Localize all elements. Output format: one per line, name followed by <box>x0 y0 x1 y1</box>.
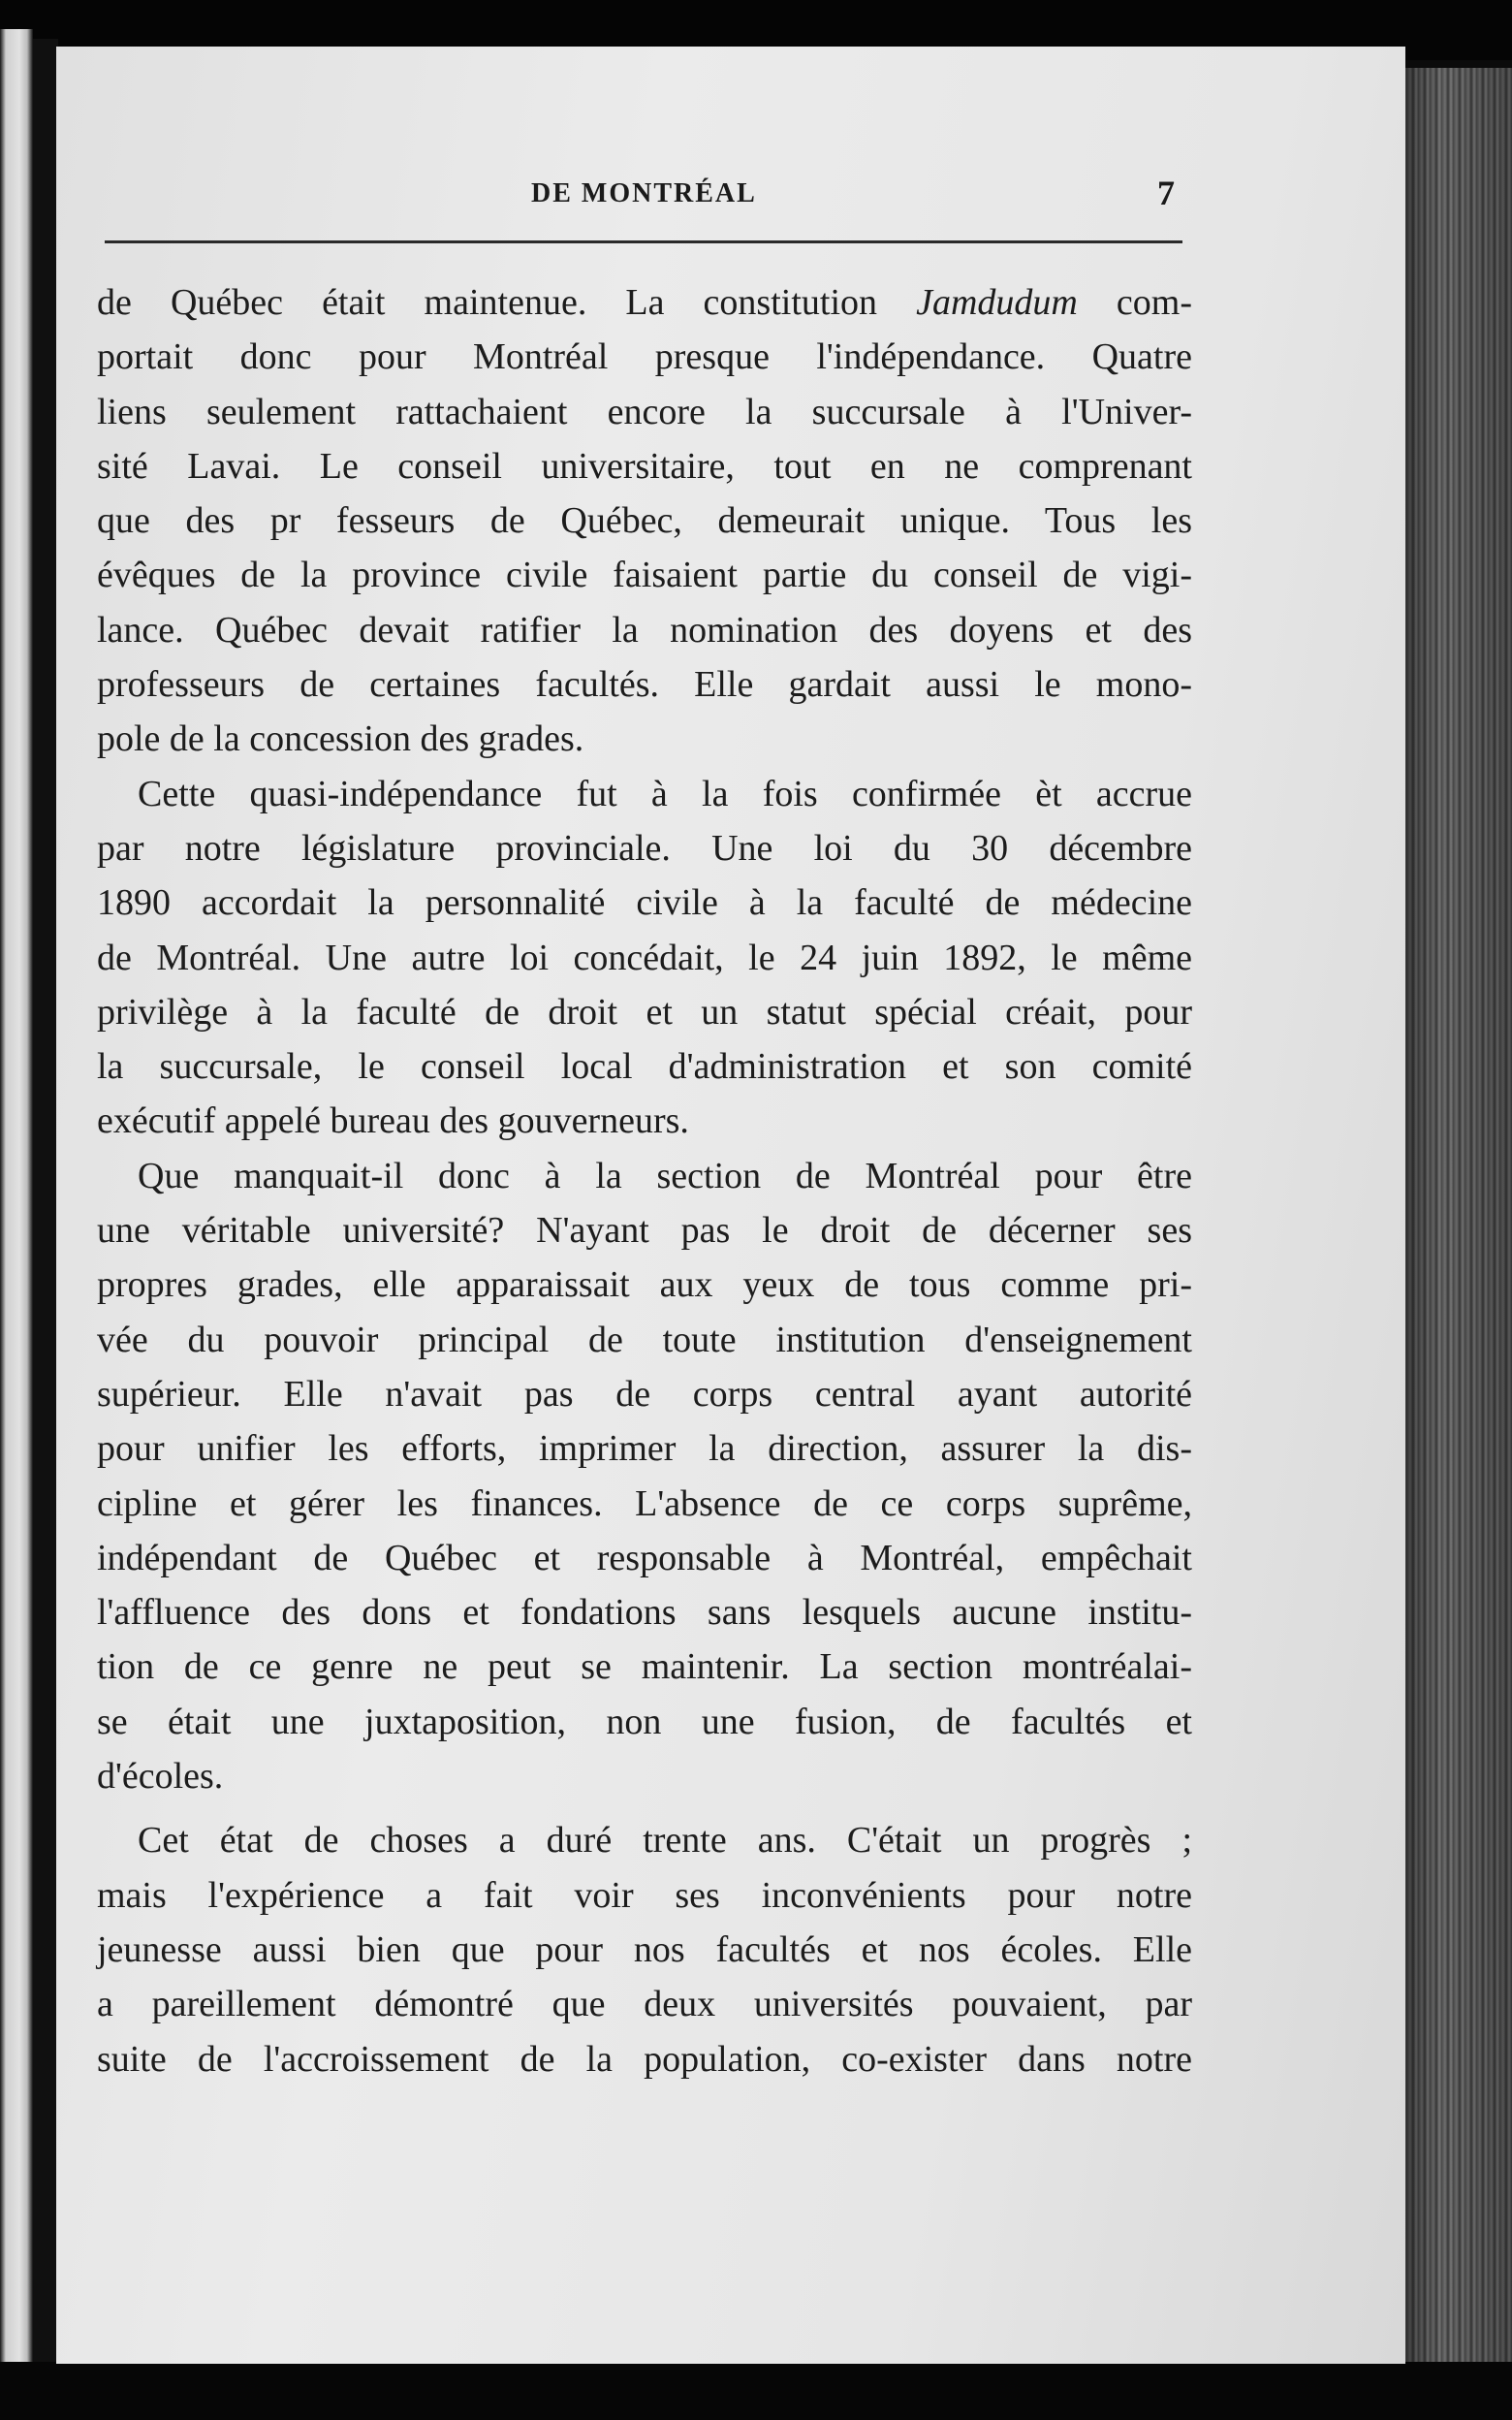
text-line: sité Lavai. Le conseil universitaire, tout en ne comprenant <box>97 445 1192 487</box>
text-line: se était une juxtaposition, non une fusion, de facultés et <box>97 1701 1192 1742</box>
header-rule <box>105 240 1182 243</box>
text-line: tion de ce genre ne peut se maintenir. La section montréalai- <box>97 1646 1192 1688</box>
text-line: supérieur. Elle n'avait pas de corps central ayant autorité <box>97 1373 1192 1415</box>
bottom-dark-border <box>0 2362 1512 2420</box>
text-line: exécutif appelé bureau des gouverneurs. <box>97 1100 689 1142</box>
text-line: Que manquait-il donc à la section de Montréal pour être <box>138 1155 1192 1196</box>
running-head: DE MONTRÉAL <box>531 178 757 208</box>
paragraph-gap <box>97 1803 1192 1813</box>
text-line: indépendant de Québec et responsable à Montréal, empêchait <box>97 1537 1192 1578</box>
text-line: Cet état de choses a duré trente ans. C'était un progrès ; <box>138 1820 1192 1862</box>
text-line: Cette quasi-indépendance fut à la fois confirmée èt accrue <box>138 773 1192 814</box>
text-line: vée du pouvoir principal de toute institution d'enseignement <box>97 1319 1192 1360</box>
text-line: par notre législature provinciale. Une loi du 30 décembre <box>97 827 1192 869</box>
text-line: l'affluence des dons et fondations sans lesquels aucune institu- <box>97 1592 1192 1634</box>
text-line: jeunesse aussi bien que pour nos facultés et nos écoles. Elle <box>97 1928 1192 1970</box>
text-line: lance. Québec devait ratifier la nomination des doyens et des <box>97 609 1192 651</box>
text-line: pour unifier les efforts, imprimer la direction, assurer la dis- <box>97 1428 1192 1470</box>
text-line: professeurs de certaines facultés. Elle gardait aussi le mono- <box>97 664 1192 706</box>
text-line: d'écoles. <box>97 1756 224 1798</box>
text-line: mais l'expérience a fait voir ses inconvénients pour notre <box>97 1874 1192 1916</box>
text-line: de Montréal. Une autre loi concédait, le 24 juin 1892, le même <box>97 937 1192 978</box>
text-line: une véritable université? N'ayant pas le droit de décerner ses <box>97 1210 1192 1252</box>
binding-shadow <box>33 39 58 2395</box>
text-line: que des pr fesseurs de Québec, demeurait unique. Tous les <box>97 500 1192 542</box>
text-line: la succursale, le conseil local d'administration et son comité <box>97 1046 1192 1088</box>
text-line: liens seulement rattachaient encore la succursale à l'Univer- <box>97 391 1192 432</box>
text-line: suite de l'accroissement de la population, co-exister dans notre <box>97 2038 1192 2080</box>
text-line: portait donc pour Montréal presque l'indépendance. Quatre <box>97 336 1192 378</box>
body-text <box>97 275 1192 2086</box>
text-line: propres grades, elle apparaissait aux yeux de tous comme pri- <box>97 1264 1192 1306</box>
text-line: 1890 accordait la personnalité civile à la faculté de médecine <box>97 882 1192 924</box>
text-line: de Québec était maintenue. La constitution Jamdudum com- <box>97 282 1192 323</box>
text-line: privilège à la faculté de droit et un statut spécial créait, pour <box>97 991 1192 1033</box>
text-line: évêques de la province civile faisaient partie du conseil de vigi- <box>97 555 1192 596</box>
italic-title: Jamdudum <box>916 282 1078 323</box>
left-book-edge <box>0 29 33 2395</box>
text-line: pole de la concession des grades. <box>97 718 584 760</box>
text-line: a pareillement démontré que deux universités pouvaient, par <box>97 1984 1192 2025</box>
text-line: cipline et gérer les finances. L'absence de ce corps suprême, <box>97 1482 1192 1524</box>
page-number: 7 <box>1157 174 1175 212</box>
page-edges-shade <box>1396 68 1512 2395</box>
